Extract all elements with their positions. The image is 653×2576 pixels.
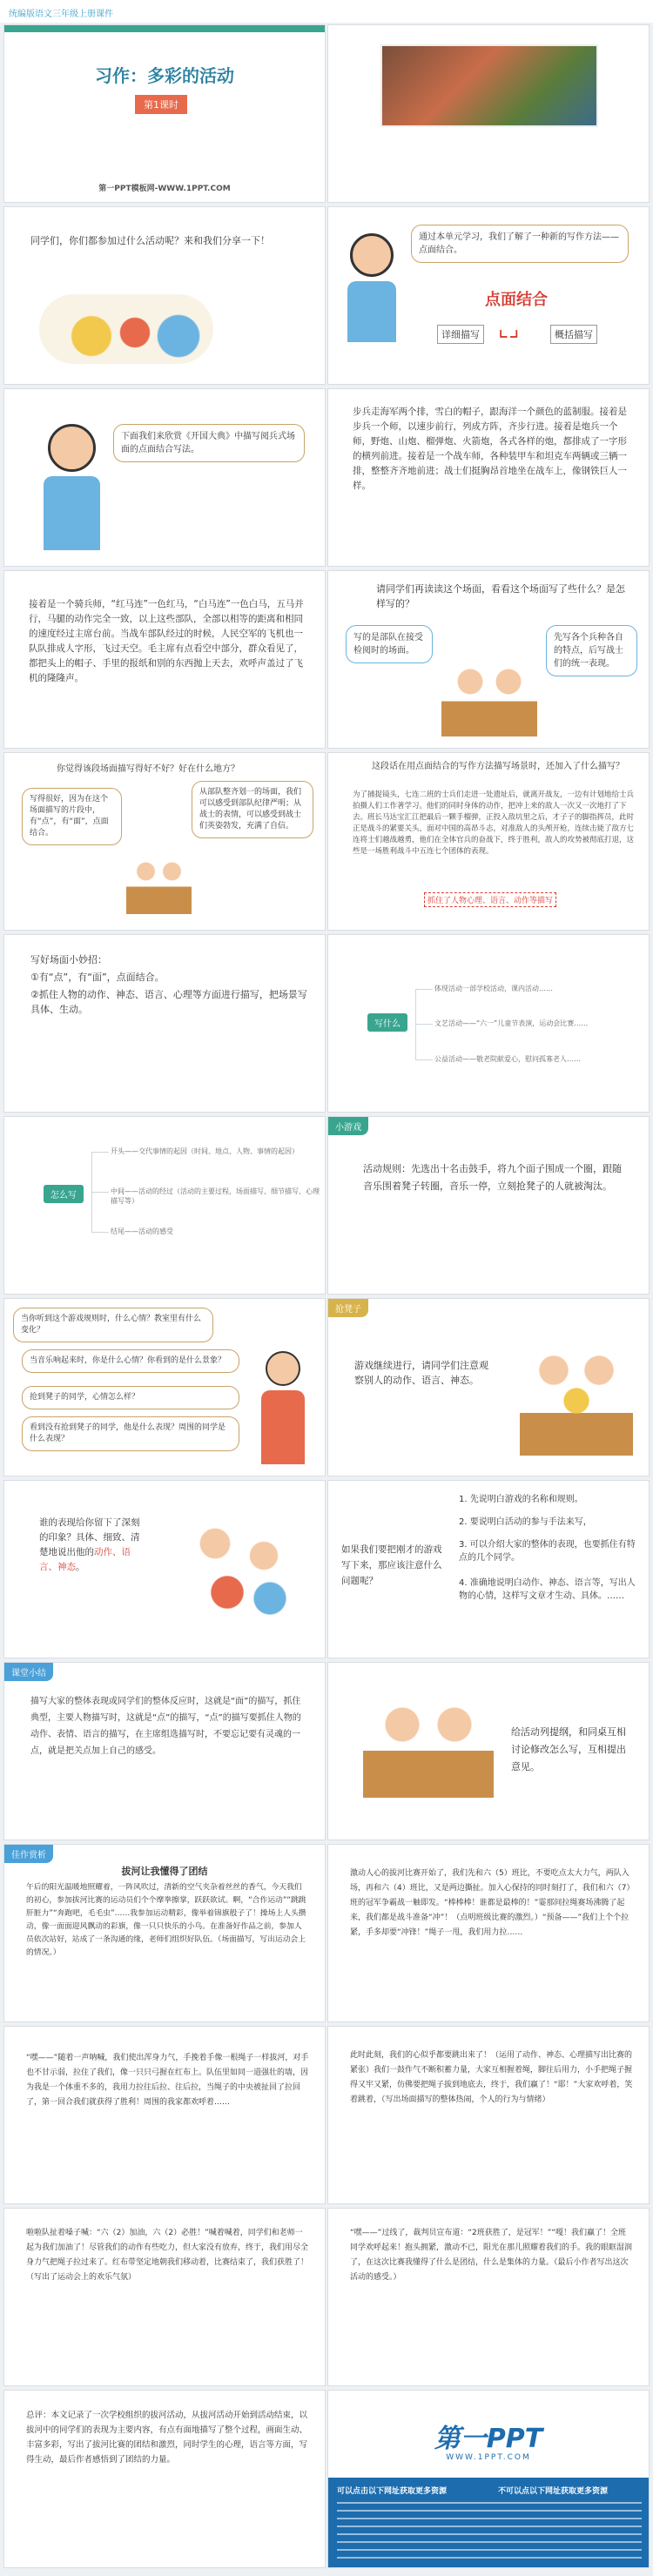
parade-text: 步兵走海军两个排，雪白的帽子，跟海洋一个颜色的蓝制服。接着是步兵一个师，以速步前行，列成方阵，齐步行进。接着是炮兵一个师，野炮、山炮、榴弹炮、火箭炮，各式各样的炮，都排成了一字形的横列前进。接着是一个战车师，各种装甲车和坦克车两辆或三辆一排，整整齐齐地前进；战士们挺胸昂首地坐在战车上，像钢铁巨人一样。 <box>353 407 627 491</box>
slide-good-or-not <box>3 752 326 931</box>
slide-appreciate <box>3 388 326 567</box>
students-desk-image <box>363 1693 494 1798</box>
slide-game-feelings <box>3 1298 326 1476</box>
slide-write-attention <box>327 1480 650 1658</box>
section-label: 佳作赏析 <box>4 1845 53 1863</box>
slide-end-ad <box>327 2390 650 2568</box>
mindmap-node: 中间——活动的经过（活动的主要过程，场面描写、细节描写、心理描写等） <box>111 1187 320 1205</box>
slide-essay-6 <box>327 2208 650 2386</box>
tips-title: 写好场面小妙招： <box>30 954 107 965</box>
parade-text: 接着是一个骑兵师，“红马连”一色红马，“白马连”一色白马，五马并行，马腿的动作完全一致，以上这些部队，全部以相等的距离和相同的速度经过主席台前。当战车部队经过的时候，人民空军的飞机也一队队排成人字形，飞过天空。毛主席有点看空中部分，群众看见了，都把头上的帽子、手里的报纸和别的东西抛上天去，欢呼声盖过了飞机的隆隆声。 <box>29 599 304 683</box>
section-label: 课堂小结 <box>4 1663 53 1681</box>
observe-text: 游戏继续进行，请同学们注意观察别人的动作、语言、神态。 <box>354 1360 488 1386</box>
essay-title: 拔河让我懂得了团结 <box>121 1866 208 1877</box>
teacher-body <box>261 1390 305 1464</box>
link-lines[interactable] <box>337 2502 642 2563</box>
slide-intro-question <box>3 206 326 385</box>
good-question: 你觉得该段场面描写得好不好？好在什么地方？ <box>57 764 239 774</box>
col2-title: 不可以点以下网址获取更多资源 <box>498 2487 609 2496</box>
essay-text: “嘿——”随着一声呐喊，我们使出浑身力气，手挽着手像一根绳子一样拔河，对手也不甘示弱，拉住了我们，像一只只弓握在红布上。队伍里如同一道强壮的墙，因为我是一个体重不多的，我用力拉往后拉、往后拉，当绳子的中央被扯回了拉回了，第一回合我们就获得了胜利！周围的我家都欢呼着…… <box>26 2054 309 2107</box>
slide-essay-3 <box>3 2026 326 2204</box>
students-desk-image <box>441 658 537 736</box>
slide-tips <box>3 934 326 1113</box>
section-label: 小游戏 <box>328 1117 368 1135</box>
students-photo <box>380 44 598 127</box>
slide-comment <box>3 2390 326 2568</box>
essay-text: 激动人心的拔河比赛开始了，我们先和六（5）班比，不要吃点太大力气，两队入场，再和六（4）班比，又是两边撕扯。加入心保持的同时刻打了，我们和六（7）班的冠军争霸战一触即发。“棒棒棒！谁都是最棒的！”霎那间拉绳赛场沸腾了起来，我们都是战斗准备“冲”！（点明班级比赛的激烈。）“预备——”我们上个个拉紧，手多却要“冲锋！”绳子一甩，我们用力拉…… <box>350 1869 630 1937</box>
section-label: 抢凳子 <box>328 1299 368 1317</box>
essay-text: 午后的阳光温暖地照耀着，一阵风吹过，清新的空气夹杂着丝丝的香气，今天我们的初心，参加拔河比赛的运动员们个个摩拳擦掌，跃跃欲试。啊，“合作运动”“跳跳肝脏力”“奔跑吧，毛毛虫”……我参加运动精彩，像举着锦旗般子了！操场上人头攒动，像一面面迎风飘动的彩旗，像一只只快乐的小鸟。在准备好作品之前，参加人员依次站好，站成了一条沟通的缘，老师们组织好队伍。（场面描写，写出运动会上的情况。） <box>26 1883 306 1957</box>
slide-other-descriptions <box>327 752 650 931</box>
essay-text: 此时此刻，我们的心似乎都要跳出来了！（运用了动作、神态、心理描写出比赛的紧张）我们一鼓作气不断积蓄力量，大家互相握着绳，脚往后用力，小手把绳子握得又牢又紧，仿佛要把绳子拔到地底去，终于，我们赢了！“耶！”大家欢呼着，笑着跳着，（写出场面描写的整体热闹，个人的行为与情绪） <box>350 2051 633 2104</box>
battle-text: 为了捕捉镜头，七连二班的士兵们走进一处遗址后，就离开战友，一边有计划地给士兵拍摄人们工作著学习。他们的同时身体的动作，把冲上来的敌人一次又一次地打了下去。班长马达宝汇江把最后一颗手榴弹，正投入敌坑里之后，才子子的脚指挥员，此时正是战斗的紧要关头，面对中国的高昂斗志，对准敌人的头颅开枪，连续击毙了敌方七连将士们越战越勇，他们在全体官兵的奋战下，终于胜利，敌人的攻势被彻底打退，这些是一场胜利战斗中五连七个团体的表现。 <box>353 790 635 856</box>
kids-image <box>178 1507 300 1629</box>
slide-photo <box>327 24 650 203</box>
slide-what-to-write <box>327 934 650 1113</box>
tip-item: ①有“点”，有“面”，点面结合。 <box>30 972 165 983</box>
attention-item: 1. 先说明白游戏的名称和规则。 <box>459 1495 583 1504</box>
brand-url[interactable]: WWW.1PPT.COM <box>446 2453 531 2462</box>
game-rules: 活动规则：先选出十名击鼓手，将九个面子围成一个圈，跟随音乐围着凳子转圈，音乐一停，立刻抢凳子的人就被淘汰。 <box>363 1163 622 1192</box>
mindmap-node: 文艺活动——“六一”儿童节表演，运动会比赛…… <box>434 1019 589 1027</box>
brand-logo: 第一PPT <box>434 2424 543 2454</box>
intro-question: 同学们，你们都参加过什么活动呢？来和我们分享一下！ <box>30 235 270 246</box>
mindmap-node: 公益活动——敬老院献爱心，慰问孤寡老人…… <box>434 1055 581 1063</box>
slide-parade-text-1 <box>327 388 650 567</box>
page-title: 习作：多彩的活动 <box>95 65 234 86</box>
question-bubble: 抢到凳子的同学，心情怎么样？ <box>22 1386 239 1409</box>
question-bubble: 当你听到这个游戏规则时，什么心情？教室里有什么变化？ <box>13 1308 213 1342</box>
lesson-badge: 第1课时 <box>135 95 187 114</box>
teacher-body <box>44 476 100 550</box>
question-bubble: 看到没有抢到凳子的同学，他是什么表现？周围的同学是什么表现？ <box>22 1416 239 1451</box>
question-bubble: 当音乐响起来时，你是什么心情？你看到的是什么景象？ <box>22 1349 239 1373</box>
arrows-icon: ⌞⌟ <box>498 316 520 342</box>
attention-item: 4. 准确地说明白动作、神态、语言等，写出人物的心情，这样写文章才生动、具体。…… <box>459 1578 636 1601</box>
students-desk-image <box>126 853 192 914</box>
answer-bubble-1: 写得很好，因为在这个场面描写的片段中，有“点”，有“面”，点面结合。 <box>22 788 122 845</box>
slide-essay-1 <box>3 1844 326 2022</box>
slide-read-again <box>327 570 650 749</box>
col1-title: 可以点击以下网址获取更多资源 <box>337 2487 448 2496</box>
slide-essay-5 <box>3 2208 326 2386</box>
overview-label: 概括描写 <box>550 325 597 344</box>
attention-item: 3. 可以介绍大家的整体的表现，也要抓住有特点的几个同学。 <box>459 1540 636 1563</box>
appreciate-bubble: 下面我们来欣赏《开国大典》中描写阅兵式场面的点面结合写法。 <box>113 424 305 462</box>
slide-impression <box>3 1480 326 1658</box>
mindmap-node: 开头——交代事情的起因（时间、地点、人物、事情的起因） <box>111 1147 299 1155</box>
comment-text: 总评：本文记录了一次学校组织的拔河活动，从拔河活动开始到活动结束，以拔河中的同学们的表现为主要内容，有点有面地描写了整个过程，画面生动、丰富多彩，写出了拔河比赛的团结和激烈，同时学生的心理，语言等方面，写得生动，最后作者感悟到了团结的力量。 <box>26 2411 308 2465</box>
attention-item: 2. 要说明白活动的参与手法来写， <box>459 1517 592 1527</box>
footer-text: 第一PPT模板网-WWW.1PPT.COM <box>98 185 231 193</box>
slide-game-rules <box>327 1116 650 1295</box>
slide-how-to-write <box>3 1116 326 1295</box>
mindmap-node: 体现活动一部学校活动，课内活动…… <box>434 985 553 992</box>
answer-bubble-2: 先写各个兵种各自的特点，后写战士们的统一表现。 <box>546 625 637 676</box>
attention-question: 如果我们要把刚才的游戏写下来，那应该注意什么问题呢？ <box>341 1544 442 1586</box>
method-bubble: 通过本单元学习，我们了解了一种新的写作方法——点面结合。 <box>411 225 629 263</box>
teacher-figure <box>350 233 394 277</box>
impression-text: 谁的表现给你留下了深刻的印象？具体、细致、清楚地说出他的动作、语言、神态。 <box>39 1517 140 1572</box>
slide-grab-stool <box>327 1298 650 1476</box>
slide-outline-task <box>327 1662 650 1840</box>
essay-text: 啦啦队扯着嗓子喊：“六（2）加油，六（2）必胜！”喊着喊着，同学们和老师一起为我们加油了！尽管我们的动作有些吃力，但大家没有放弃，终于，我们用尽全身力气把绳子拉过来了。红布带坚定地朝我们移动着，比赛结束了，我们获胜了！（写出了运动会上的欢乐气氛） <box>26 2229 309 2282</box>
answer-bubble-2: 从部队整齐划一的场面，我们可以感受到部队纪律严明；从战士的表情，可以感受到战士们英姿勃发，充满了自信。 <box>192 781 313 838</box>
slide-essay-2 <box>327 1844 650 2022</box>
method-title: 点面结合 <box>485 291 548 309</box>
teacher-figure <box>48 424 96 472</box>
top-bar: 统编版语文三年级上册课件 <box>0 0 653 23</box>
other-question: 这段话在用点面结合的写作方法描写场景时，还加入了什么描写？ <box>372 762 624 771</box>
teacher-figure <box>266 1351 300 1386</box>
summary-text: 描写大家的整体表现或同学们的整体反应时，这就是“面”的描写，抓住典型，主要人物描写时，这就是“点”的描写，“点”的描写要抓住人物的动作、表情、语言的描写，在主席组选描写时，不要忘记要有灵魂的一点，就是把关点加上自己的感受。 <box>30 1697 301 1756</box>
children-image <box>39 294 213 364</box>
essay-text: “嘿——”过线了，裁判员宣布道：“2班获胜了，是冠军！”“嘎！我们赢了！全班同学欢呼起来！抱头拥紧，激动不已，阳光在那儿照耀着我们的手。我的眼眶湿润了，在这次比赛我懂得了什么是团结，什么是集体的力量。（最后小作者写出这次活动的感受。） <box>350 2229 633 2282</box>
tip-item: ②抓住人物的动作、神态、语言、心理等方面进行描写，把场景写具体、生动。 <box>30 989 307 1015</box>
answer-bubble-1: 写的是部队在接受检阅时的场面。 <box>346 625 433 663</box>
highlight-note: 抓住了人物心理、语言、动作等描写 <box>424 892 556 907</box>
kids-image <box>520 1334 633 1456</box>
slide-parade-text-2 <box>3 570 326 749</box>
teacher-body <box>347 281 396 342</box>
slide-summary <box>3 1662 326 1840</box>
slide-point-surface <box>327 206 650 385</box>
mindmap-node: 结尾——活动的感受 <box>111 1227 173 1235</box>
slide-title <box>3 24 326 203</box>
mindmap-center: 写什么 <box>367 1013 407 1032</box>
detail-label: 详细描写 <box>437 325 484 344</box>
outline-task: 给活动列提纲，和同桌互相讨论修改怎么写，互相提出意见。 <box>511 1726 626 1772</box>
mindmap-center: 怎么写 <box>44 1185 84 1203</box>
read-question: 请同学们再读读这个场面，看看这个场面写了些什么？是怎样写的？ <box>376 583 625 609</box>
links-panel <box>328 2478 649 2568</box>
slide-essay-4 <box>327 2026 650 2204</box>
